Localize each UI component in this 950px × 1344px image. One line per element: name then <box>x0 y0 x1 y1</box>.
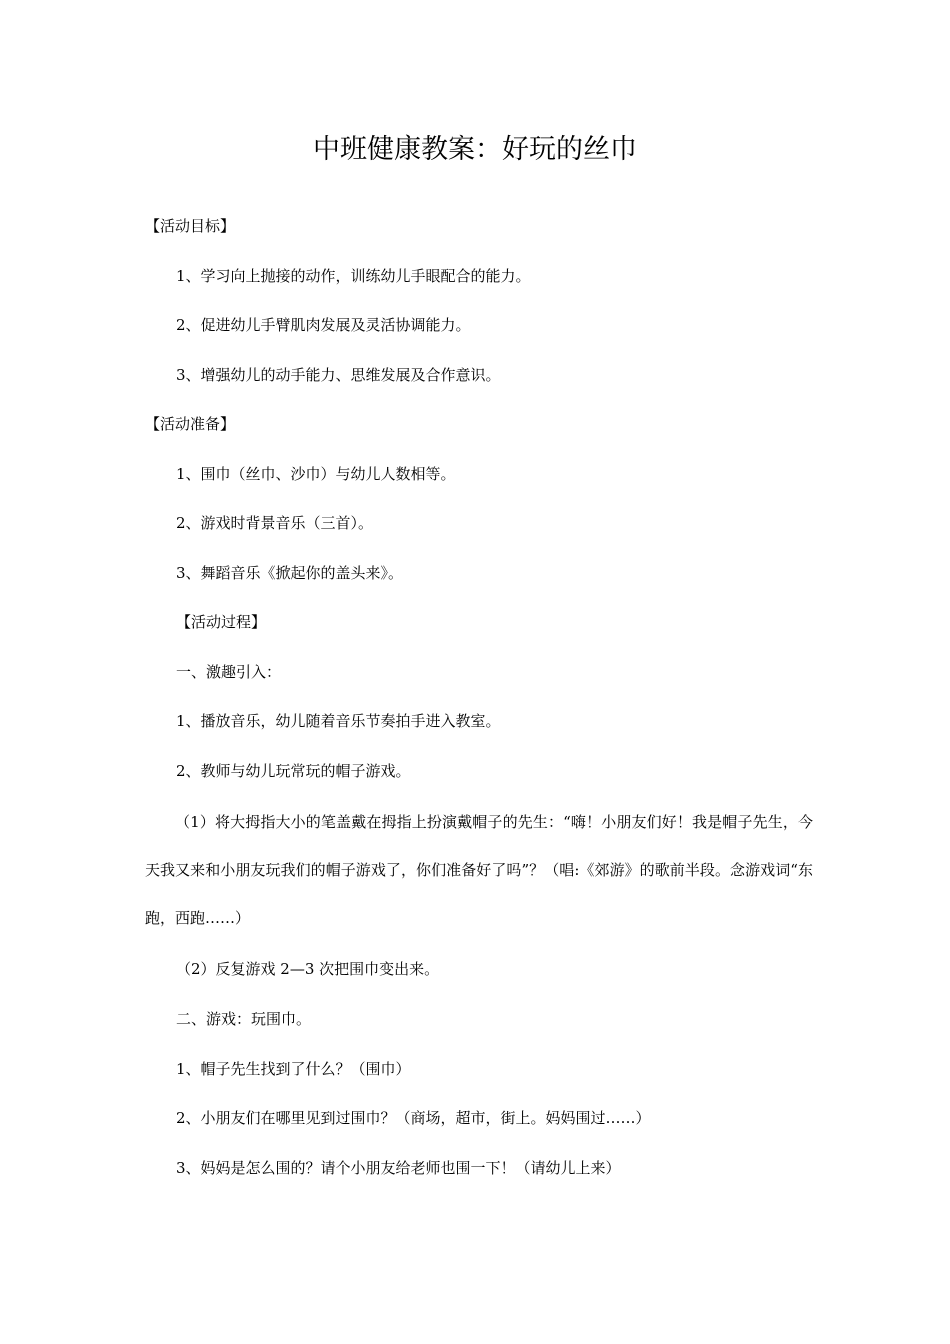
section-heading-goals: 【活动目标】 <box>145 217 236 235</box>
process-item-2: 2、教师与幼儿玩常玩的帽子游戏。 <box>176 762 411 780</box>
process-step-2-heading: 二、游戏：玩围巾。 <box>176 1010 312 1028</box>
goal-item-1: 1、学习向上抛接的动作，训练幼儿手眼配合的能力。 <box>176 267 531 285</box>
section-heading-preparation: 【活动准备】 <box>145 415 236 433</box>
goal-item-3: 3、增强幼儿的动手能力、思维发展及合作意识。 <box>176 366 501 384</box>
process-step-1-heading: 一、激趣引入： <box>176 663 282 681</box>
game-item-3: 3、妈妈是怎么围的？请个小朋友给老师也围一下！（请幼儿上来） <box>176 1159 621 1177</box>
page-title: 中班健康教案：好玩的丝巾 <box>313 134 637 165</box>
section-heading-process: 【活动过程】 <box>176 613 267 631</box>
goal-item-2: 2、促进幼儿手臂肌肉发展及灵活协调能力。 <box>176 316 471 334</box>
game-item-2: 2、小朋友们在哪里见到过围巾？（商场，超市，街上。妈妈围过……） <box>176 1109 651 1127</box>
preparation-item-2: 2、游戏时背景音乐（三首）。 <box>176 514 374 532</box>
process-item-1: 1、播放音乐，幼儿随着音乐节奏拍手进入教室。 <box>176 712 501 730</box>
preparation-item-3: 3、舞蹈音乐《掀起你的盖头来》。 <box>176 564 404 582</box>
process-sub-item-2: （2）反复游戏 2—3 次把围巾变出来。 <box>176 960 440 978</box>
process-sub-item-1: （1）将大拇指大小的笔盖戴在拇指上扮演戴帽子的先生：“嗨！小朋友们好！我是帽子先生，今天我又来和小朋友玩我们的帽子游戏了，你们准备好了吗”？（唱:《郊游》的歌前半段。念游戏词“东跑，西跑……） <box>145 813 813 927</box>
game-item-1: 1、帽子先生找到了什么？（围巾） <box>176 1060 411 1078</box>
preparation-item-1: 1、围巾（丝巾、沙巾）与幼儿人数相等。 <box>176 465 456 483</box>
